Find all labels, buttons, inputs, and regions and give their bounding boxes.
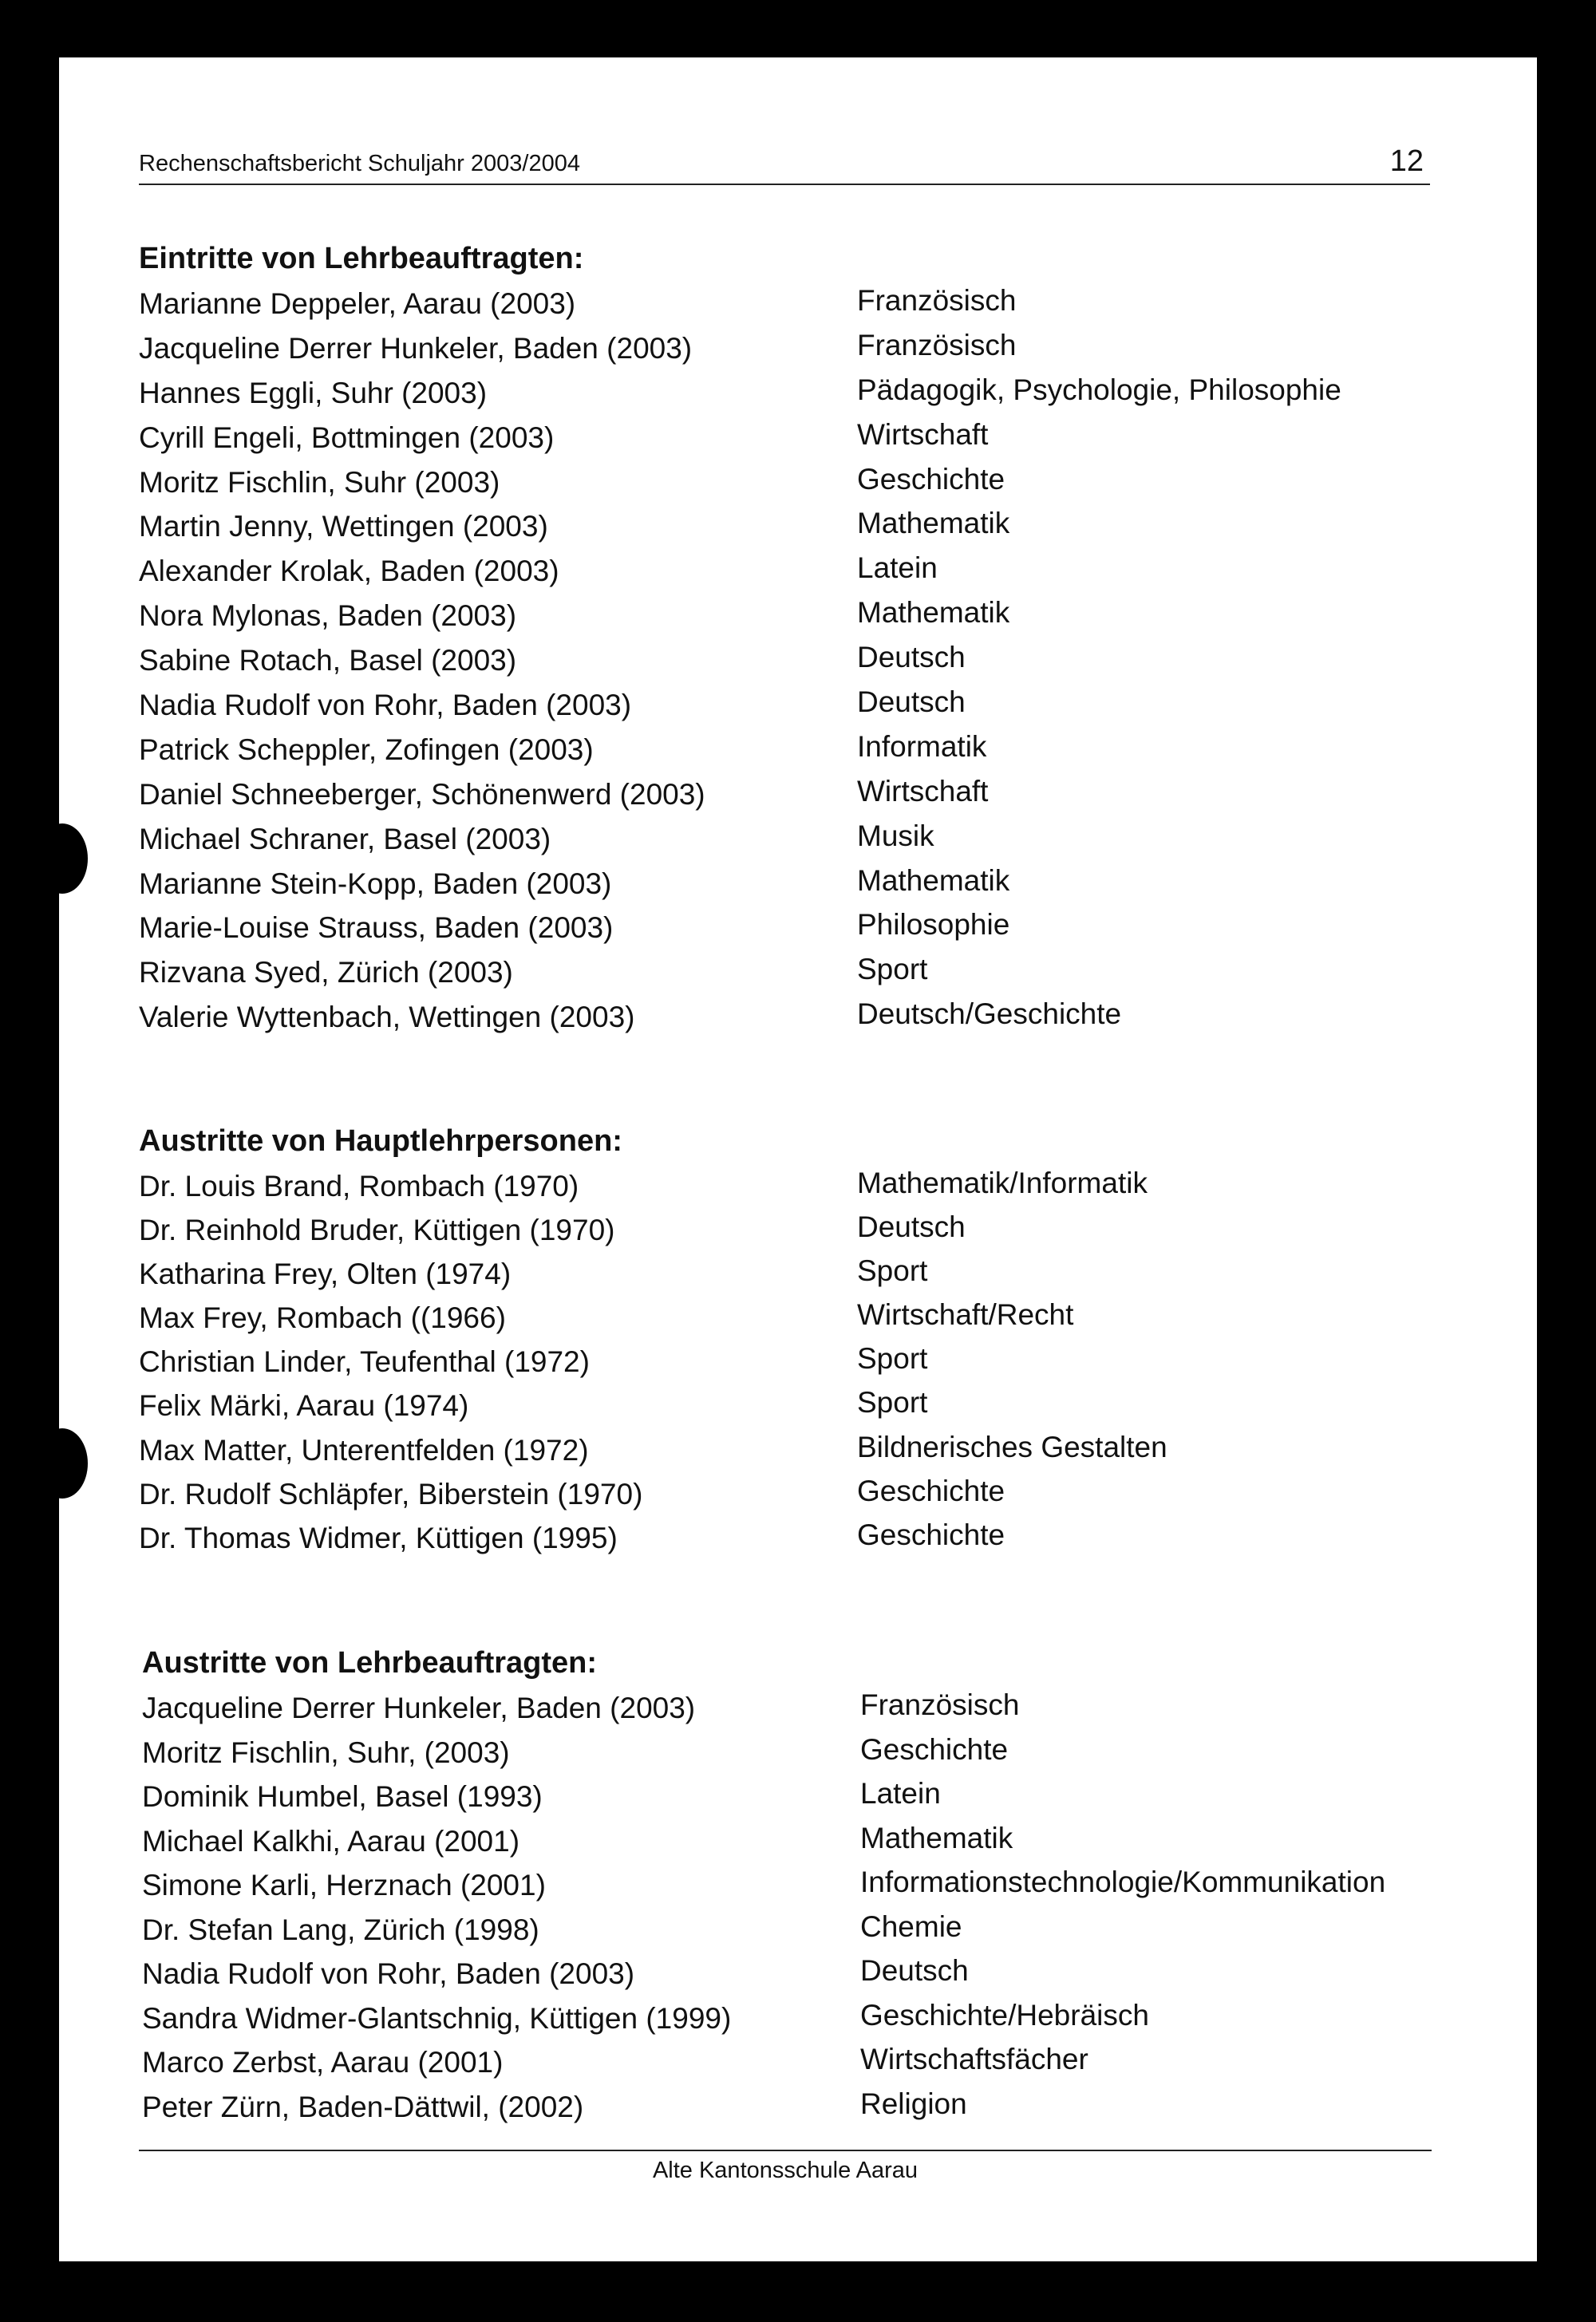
subject: Informationstechnologie/Kommunikation [860, 1866, 1386, 1898]
person-name: Michael Schraner, Basel (2003) [139, 822, 551, 855]
header-title: Rechenschaftsbericht Schuljahr 2003/2004 [139, 151, 580, 176]
list-item [139, 994, 1448, 1039]
list-item [139, 861, 1448, 906]
footer-text: Alte Kantonsschule Aarau [652, 2158, 918, 2183]
list-item [142, 1951, 1451, 1996]
list-item [139, 727, 1448, 772]
person-name: Katharina Frey, Olten (1974) [139, 1258, 512, 1291]
person-name: Sandra Widmer-Glantschnig, Küttigen (1999) [142, 2001, 732, 2035]
person-name: Christian Linder, Teufenthal (1972) [139, 1345, 590, 1379]
subject: Sport [857, 953, 928, 986]
section-entries-lecturers [139, 236, 1448, 1039]
page-footer [139, 2150, 1432, 2184]
subject: Geschichte [860, 1732, 1009, 1766]
list-item [142, 2040, 1451, 2084]
section-rows [139, 1163, 1448, 1559]
subject: Französisch [857, 328, 1017, 361]
subject: Deutsch [857, 641, 966, 674]
person-name: Dominik Humbel, Basel (1993) [142, 1780, 543, 1813]
list-item [139, 905, 1448, 950]
subject: Mathematik [860, 1821, 1013, 1854]
list-item [142, 1996, 1451, 2040]
subject: Deutsch/Geschichte [857, 997, 1122, 1031]
list-item [139, 950, 1448, 994]
person-name: Jacqueline Derrer Hunkeler, Baden (2003) [142, 1692, 696, 1724]
list-item [139, 1295, 1448, 1339]
subject: Latein [860, 1777, 941, 1810]
subject: Pädagogik, Psychologie, Philosophie [857, 373, 1341, 406]
person-name: Alexander Krolak, Baden (2003) [139, 555, 559, 588]
person-name: Rizvana Syed, Zürich (2003) [139, 956, 513, 989]
person-name: Max Matter, Unterentfelden (1972) [139, 1433, 589, 1467]
list-item [139, 1383, 1448, 1427]
subject: Wirtschaft [857, 417, 989, 451]
person-name: Jacqueline Derrer Hunkeler, Baden (2003) [139, 331, 693, 365]
person-name: Nora Mylonas, Baden (2003) [139, 599, 517, 633]
list-item [142, 1862, 1451, 1907]
person-name: Marco Zerbst, Aarau (2001) [142, 2046, 504, 2079]
section-title: Austritte von Hauptlehrpersonen: [139, 1124, 622, 1158]
subject: Mathematik/Informatik [857, 1167, 1148, 1199]
subject: Mathematik [857, 596, 1010, 630]
list-item [139, 370, 1448, 415]
person-name: Felix Märki, Aarau (1974) [139, 1389, 469, 1423]
subject: Sport [857, 1254, 928, 1288]
subject: Wirtschaft [857, 774, 989, 808]
list-item [142, 1819, 1451, 1863]
list-item [139, 460, 1448, 504]
list-item [142, 1685, 1451, 1730]
person-name: Marianne Stein-Kopp, Baden (2003) [139, 867, 612, 900]
list-item [139, 682, 1448, 727]
page-header [139, 140, 1430, 185]
list-item [139, 1515, 1448, 1559]
list-item [139, 326, 1448, 370]
person-name: Dr. Stefan Lang, Zürich (1998) [142, 1913, 539, 1946]
person-name: Marie-Louise Strauss, Baden (2003) [139, 911, 614, 945]
list-item [139, 415, 1448, 460]
section-title: Austritte von Lehrbeauftragten: [142, 1646, 598, 1680]
list-item [142, 2084, 1451, 2129]
subject: Religion [860, 2087, 967, 2120]
subject: Wirtschaftsfächer [860, 2043, 1088, 2075]
list-item [139, 548, 1448, 593]
list-item [139, 503, 1448, 548]
list-item [139, 1207, 1448, 1251]
subject: Geschichte [857, 1474, 1005, 1507]
list-item [139, 1339, 1448, 1383]
list-item [139, 1163, 1448, 1207]
subject: Musik [857, 819, 934, 852]
person-name: Dr. Thomas Widmer, Küttigen (1995) [139, 1521, 618, 1554]
list-item [142, 1774, 1451, 1819]
person-name: Patrick Scheppler, Zofingen (2003) [139, 733, 594, 766]
person-name: Simone Karli, Herznach (2001) [142, 1869, 546, 1901]
list-item [142, 1907, 1451, 1952]
section-title: Eintritte von Lehrbeauftragten: [139, 242, 584, 275]
person-name: Nadia Rudolf von Rohr, Baden (2003) [142, 1957, 635, 1990]
subject: Deutsch [857, 1210, 966, 1244]
list-item [139, 1471, 1448, 1515]
person-name: Dr. Reinhold Bruder, Küttigen (1970) [139, 1214, 615, 1247]
subject: Informatik [857, 729, 987, 763]
person-name: Dr. Rudolf Schläpfer, Biberstein (1970) [139, 1477, 643, 1510]
section-rows [139, 281, 1448, 1039]
person-name: Max Frey, Rombach ((1966) [139, 1301, 506, 1335]
person-name: Hannes Eggli, Suhr (2003) [139, 376, 488, 409]
subject: Bildnerisches Gestalten [857, 1430, 1167, 1463]
list-item [139, 816, 1448, 861]
subject: Mathematik [857, 863, 1010, 897]
subject: Sport [857, 1342, 928, 1376]
person-name: Marianne Deppeler, Aarau (2003) [139, 287, 576, 320]
subject: Französisch [860, 1688, 1020, 1721]
punch-hole-lower [37, 1428, 88, 1499]
list-item [139, 593, 1448, 638]
subject: Latein [857, 551, 938, 585]
person-name: Michael Kalkhi, Aarau (2001) [142, 1824, 520, 1858]
list-item [139, 1251, 1448, 1295]
list-item [139, 1428, 1448, 1471]
subject: Geschichte [857, 1518, 1005, 1551]
subject: Geschichte [857, 462, 1005, 496]
list-item [142, 1730, 1451, 1775]
person-name: Daniel Schneeberger, Schönenwerd (2003) [139, 777, 705, 811]
page-number: 12 [1389, 144, 1424, 178]
person-name: Sabine Rotach, Basel (2003) [139, 644, 517, 677]
subject: Deutsch [857, 685, 966, 719]
person-name: Martin Jenny, Wettingen (2003) [139, 510, 548, 543]
list-item [139, 638, 1448, 682]
subject: Sport [857, 1386, 928, 1420]
person-name: Peter Zürn, Baden-Dättwil, (2002) [142, 2090, 584, 2123]
subject: Französisch [857, 284, 1017, 317]
subject: Mathematik [857, 507, 1010, 540]
person-name: Valerie Wyttenbach, Wettingen (2003) [139, 1001, 635, 1034]
subject: Wirtschaft/Recht [857, 1298, 1074, 1332]
person-name: Cyrill Engeli, Bottmingen (2003) [139, 421, 555, 454]
person-name: Nadia Rudolf von Rohr, Baden (2003) [139, 689, 632, 722]
subject: Chemie [860, 1909, 962, 1943]
person-name: Dr. Louis Brand, Rombach (1970) [139, 1170, 579, 1202]
list-item [139, 772, 1448, 816]
section-rows [142, 1685, 1451, 2128]
section-exits-lecturers [142, 1641, 1451, 2128]
punch-hole-upper [37, 823, 88, 894]
person-name: Moritz Fischlin, Suhr, (2003) [142, 1736, 510, 1769]
subject: Deutsch [860, 1954, 969, 1987]
subject: Geschichte/Hebräisch [860, 1998, 1149, 2032]
person-name: Moritz Fischlin, Suhr (2003) [139, 465, 500, 499]
subject: Philosophie [857, 908, 1010, 942]
section-exits-main-teachers [139, 1119, 1448, 1559]
list-item [139, 281, 1448, 326]
